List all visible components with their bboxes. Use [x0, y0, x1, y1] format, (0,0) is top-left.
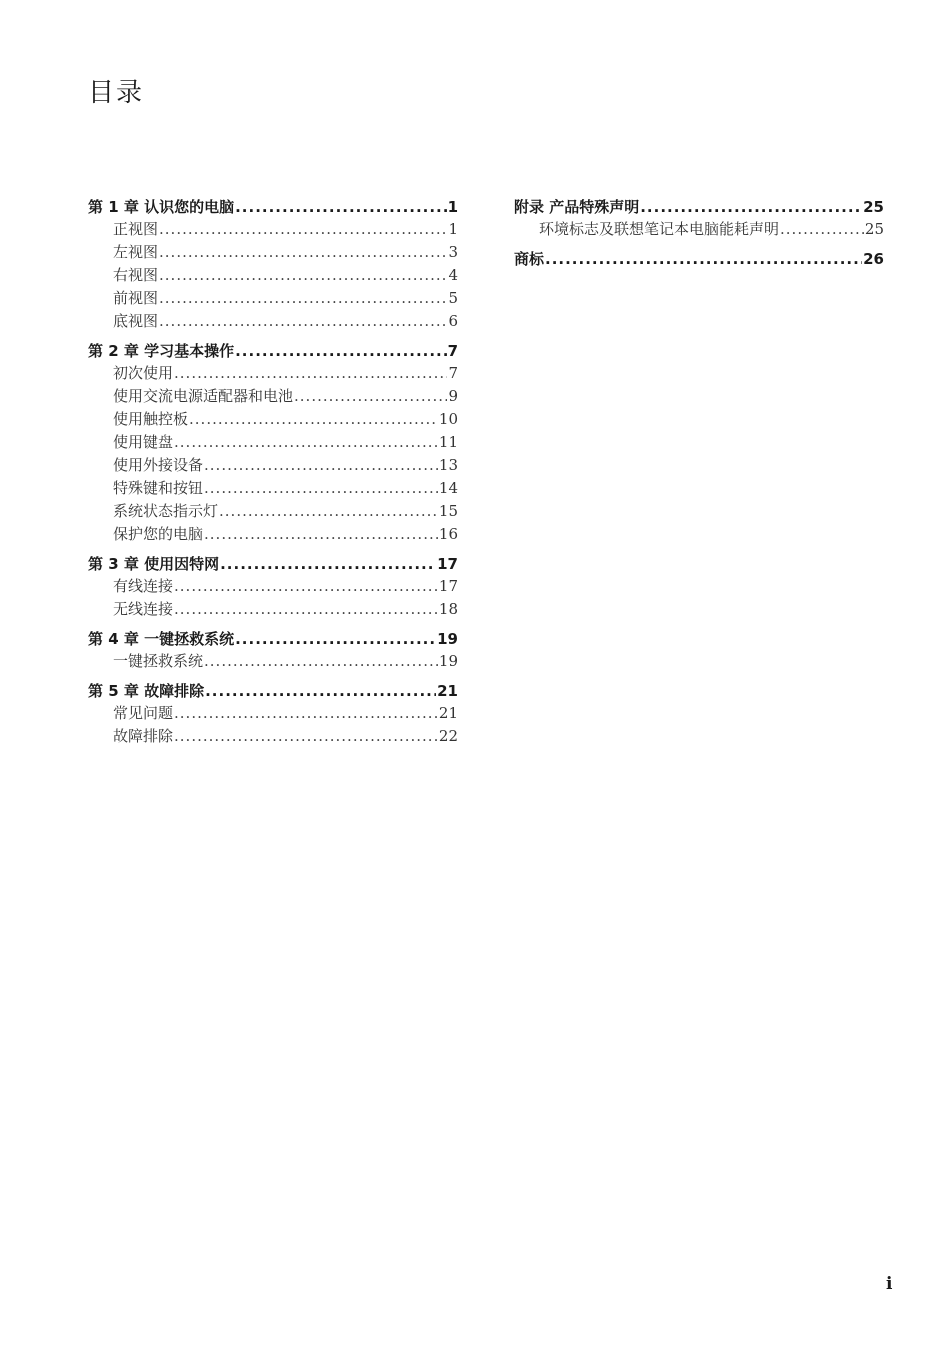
dot-leader	[159, 241, 447, 264]
page-number: i	[886, 1274, 893, 1294]
toc-entry-label: 特殊键和按钮	[113, 479, 204, 497]
toc-section-entry[interactable]	[88, 431, 458, 454]
dot-leader	[159, 310, 447, 333]
dot-leader	[159, 287, 447, 310]
dot-leader	[219, 500, 438, 523]
toc-entry-page: 10	[438, 410, 458, 428]
toc-entry-page: 14	[438, 479, 458, 497]
toc-entry-label: 使用交流电源适配器和电池	[113, 387, 294, 405]
toc-entry-page: 21	[438, 704, 458, 722]
dot-leader	[174, 362, 447, 385]
toc-entry-label: 使用键盘	[113, 433, 174, 451]
toc-entry-label: 正视图	[113, 220, 159, 238]
toc-section-entry[interactable]	[88, 362, 458, 385]
toc-entry-page: 9	[448, 387, 458, 405]
toc-section-entry[interactable]	[88, 310, 458, 333]
toc-section-entry[interactable]	[88, 650, 458, 673]
toc-entry-page: 19	[437, 630, 458, 648]
toc-entry-page: 13	[438, 456, 458, 474]
toc-entry-label: 第 1 章 认识您的电脑	[88, 198, 235, 216]
dot-leader	[235, 340, 446, 362]
dot-leader	[545, 248, 862, 270]
toc-entry-label: 右视图	[113, 266, 159, 284]
toc-entry-page: 11	[438, 433, 458, 451]
toc-entry-page: 1	[447, 198, 458, 216]
toc-entry-page: 17	[437, 555, 458, 573]
dot-leader	[204, 650, 438, 673]
toc-section-entry[interactable]	[514, 218, 884, 241]
toc-section-entry[interactable]	[88, 287, 458, 310]
toc-entry-page: 18	[438, 600, 458, 618]
toc-entry-label: 常见问题	[113, 704, 174, 722]
dot-leader	[159, 218, 447, 241]
toc-entry-page: 3	[448, 243, 458, 261]
toc-entry-page: 15	[438, 502, 458, 520]
toc-entry-label: 环境标志及联想笔记本电脑能耗声明	[539, 220, 780, 238]
dot-leader	[235, 628, 436, 650]
toc-section-entry[interactable]	[88, 598, 458, 621]
toc-section-entry[interactable]	[88, 385, 458, 408]
toc-section-entry[interactable]	[88, 523, 458, 546]
dot-leader	[204, 523, 438, 546]
toc-chapter-entry[interactable]	[514, 196, 884, 218]
toc-section-entry[interactable]	[88, 477, 458, 500]
toc-section-entry[interactable]	[88, 408, 458, 431]
toc-entry-page: 5	[448, 289, 458, 307]
toc-section-entry[interactable]	[88, 575, 458, 598]
toc-entry-label: 第 3 章 使用因特网	[88, 555, 220, 573]
toc-entry-page: 7	[447, 342, 458, 360]
dot-leader	[174, 431, 438, 454]
toc-section-entry[interactable]	[88, 702, 458, 725]
toc-entry-label: 前视图	[113, 289, 159, 307]
dot-leader	[204, 454, 438, 477]
toc-chapter-entry[interactable]	[88, 553, 458, 575]
toc-entry-page: 22	[438, 727, 458, 745]
dot-leader	[780, 218, 864, 241]
toc-entry-page: 19	[438, 652, 458, 670]
toc-entry-page: 1	[448, 220, 458, 238]
toc-chapter-entry[interactable]	[88, 680, 458, 702]
toc-entry-label: 商标	[514, 250, 545, 268]
toc-chapter-entry[interactable]	[88, 196, 458, 218]
toc-section-entry[interactable]	[88, 241, 458, 264]
dot-leader	[174, 598, 438, 621]
dot-leader	[174, 575, 438, 598]
dot-leader	[174, 702, 438, 725]
dot-leader	[205, 680, 436, 702]
toc-entry-page: 25	[863, 198, 884, 216]
toc-entry-page: 17	[438, 577, 458, 595]
toc-chapter-entry[interactable]	[88, 340, 458, 362]
toc-entry-label: 无线连接	[113, 600, 174, 618]
dot-leader	[174, 725, 438, 748]
toc-entry-label: 使用触控板	[113, 410, 189, 428]
toc-left-column	[88, 196, 458, 748]
toc-entry-label: 故障排除	[113, 727, 174, 745]
toc-entry-page: 16	[438, 525, 458, 543]
toc-entry-label: 第 5 章 故障排除	[88, 682, 205, 700]
dot-leader	[220, 553, 436, 575]
toc-entry-label: 第 4 章 一键拯救系统	[88, 630, 235, 648]
toc-entry-page: 7	[448, 364, 458, 382]
toc-section-entry[interactable]	[88, 264, 458, 287]
toc-entry-label: 保护您的电脑	[113, 525, 204, 543]
dot-leader	[204, 477, 438, 500]
toc-section-entry[interactable]	[88, 500, 458, 523]
toc-section-entry[interactable]	[88, 218, 458, 241]
toc-entry-page: 26	[863, 250, 884, 268]
toc-chapter-entry[interactable]	[88, 628, 458, 650]
toc-entry-label: 底视图	[113, 312, 159, 330]
toc-entry-label: 左视图	[113, 243, 159, 261]
toc-chapter-entry[interactable]	[514, 248, 884, 270]
toc-entry-label: 第 2 章 学习基本操作	[88, 342, 235, 360]
dot-leader	[189, 408, 438, 431]
toc-entry-page: 6	[448, 312, 458, 330]
toc-entry-label: 一键拯救系统	[113, 652, 204, 670]
toc-entry-page: 21	[437, 682, 458, 700]
toc-entry-label: 使用外接设备	[113, 456, 204, 474]
toc-right-column	[514, 196, 884, 270]
dot-leader	[235, 196, 446, 218]
dot-leader	[640, 196, 862, 218]
dot-leader	[159, 264, 447, 287]
toc-section-entry[interactable]	[88, 454, 458, 477]
toc-entry-label: 有线连接	[113, 577, 174, 595]
toc-entry-label: 初次使用	[113, 364, 174, 382]
toc-entry-label: 附录 产品特殊声明	[514, 198, 640, 216]
toc-section-entry[interactable]	[88, 725, 458, 748]
toc-entry-label: 系统状态指示灯	[113, 502, 219, 520]
dot-leader	[294, 385, 447, 408]
page-title: 目录	[88, 78, 145, 108]
toc-entry-page: 25	[864, 220, 884, 238]
toc-entry-page: 4	[448, 266, 458, 284]
